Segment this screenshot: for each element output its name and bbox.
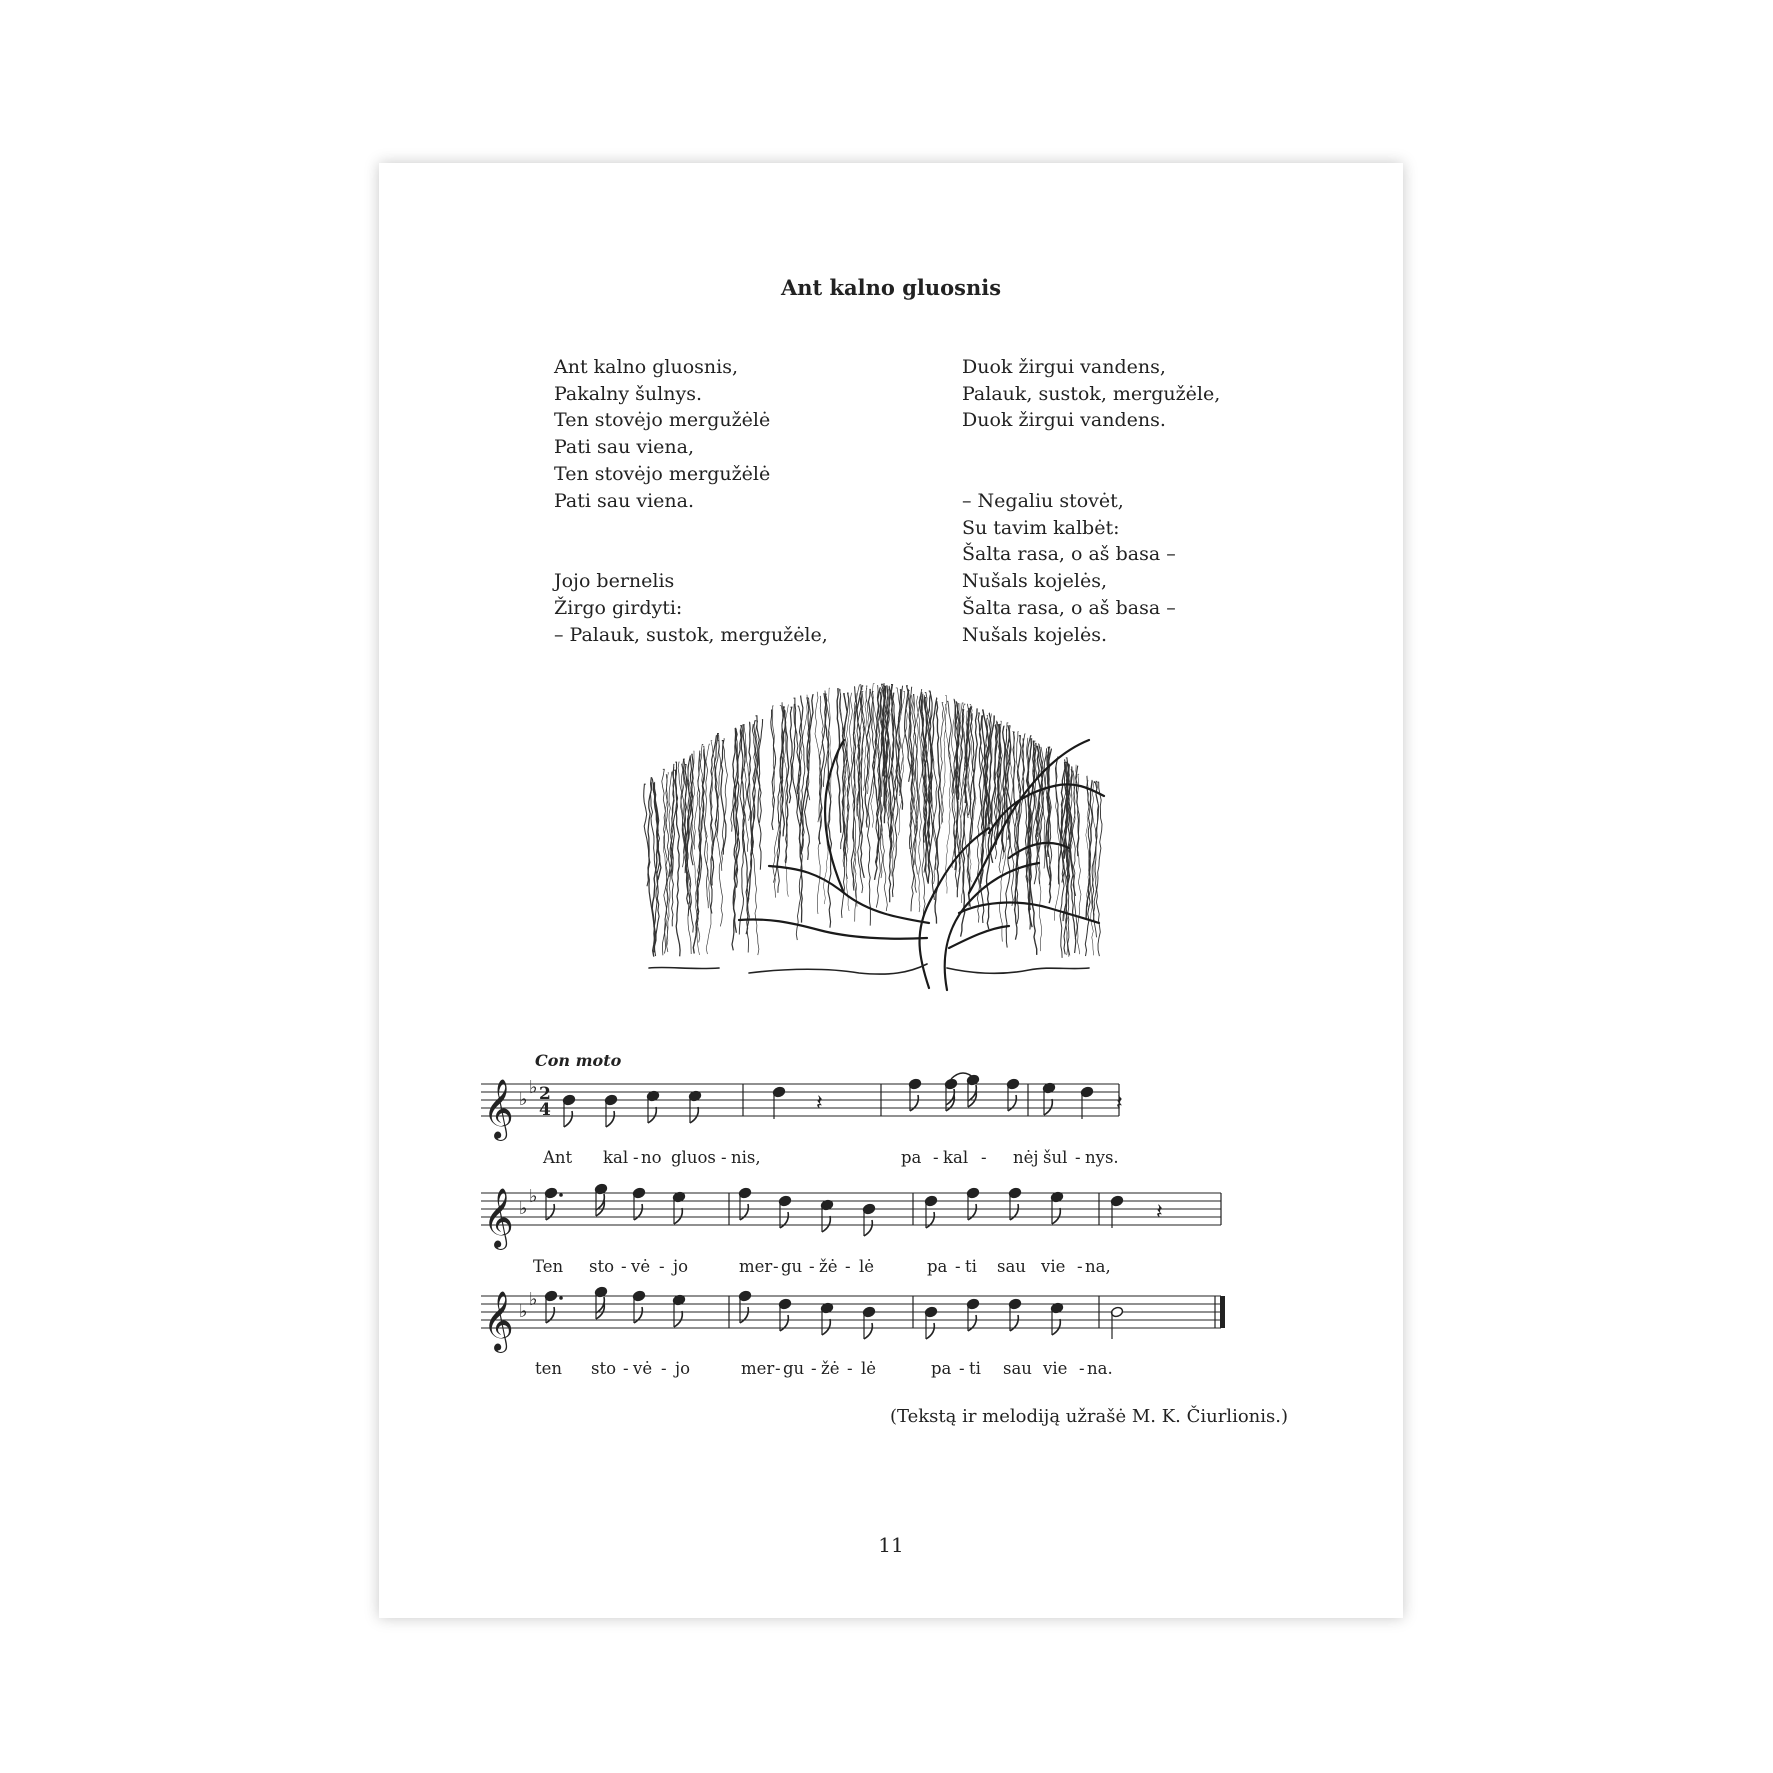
lyric-syllable: Ten	[533, 1257, 564, 1276]
lyrics-left-column	[554, 327, 828, 675]
note-flag	[634, 1307, 642, 1323]
flat-icon: ♭	[519, 1198, 528, 1219]
lyric-syllable: sau	[997, 1257, 1026, 1276]
stanza-3: Duok žirgui vandens, Palauk, sustok, mergužėle, Duok žirgui vandens.	[962, 355, 1221, 432]
lyric-syllable: -	[621, 1257, 627, 1276]
note-flag	[674, 1208, 682, 1224]
lyric-syllable: -	[721, 1148, 727, 1167]
lyric-syllable: -	[633, 1148, 639, 1167]
note-flag	[822, 1216, 830, 1232]
lyric-syllable: -	[847, 1359, 853, 1378]
lyric-syllable: kal	[943, 1148, 969, 1167]
willow-strand	[917, 696, 923, 912]
note-flag	[864, 1323, 872, 1339]
lyric-syllable: nis,	[731, 1148, 761, 1167]
time-signature-bottom: 4	[539, 1100, 551, 1120]
lyric-syllable: sto	[591, 1359, 617, 1378]
treble-clef-icon: 𝄞	[483, 1188, 514, 1248]
note-flag	[674, 1311, 682, 1327]
attribution: (Tekstą ir melodiją užrašė M. K. Čiurlionis.)	[889, 1406, 1288, 1427]
willow-strand	[721, 741, 726, 855]
lyric-syllable: sau	[1003, 1359, 1032, 1378]
stanza-1: Ant kalno gluosnis, Pakalny šulnys. Ten stovėjo mergužėlė Pati sau viena, Ten stovėjo mergužėlė Pati sau viena.	[554, 355, 771, 512]
note-flag	[546, 1307, 554, 1323]
lyric-syllable: pa	[927, 1257, 948, 1276]
lyric-syllable: -	[1079, 1359, 1085, 1378]
lyric-syllable: nėj	[1013, 1148, 1039, 1167]
dot	[559, 1296, 563, 1300]
lyric-syllable: jo	[673, 1257, 689, 1276]
lyric-syllable: gluos	[671, 1148, 716, 1167]
lyric-syllable: -	[845, 1257, 851, 1276]
willow-strand	[940, 703, 943, 823]
lyric-syllable: sto	[589, 1257, 615, 1276]
treble-clef-icon: 𝄞	[483, 1079, 514, 1139]
quarter-rest-icon: 𝄽	[1156, 1200, 1163, 1225]
lyric-syllable: ti	[965, 1257, 977, 1276]
note-flag	[740, 1307, 748, 1323]
lyric-syllable: jo	[675, 1359, 691, 1378]
lyric-syllable: gu	[781, 1257, 803, 1276]
note-flag	[1052, 1319, 1060, 1335]
note-flag	[1008, 1095, 1016, 1111]
lyric-syllable: žė	[821, 1359, 840, 1378]
lyric-syllable: vė	[631, 1257, 651, 1276]
flat-icon: ♭	[519, 1301, 528, 1322]
lyric-syllable: vė	[633, 1359, 653, 1378]
note-flag	[1052, 1208, 1060, 1224]
lyric-syllable: pa	[901, 1148, 922, 1167]
staff-system	[481, 1183, 1221, 1250]
lyric-syllable: na,	[1085, 1257, 1111, 1276]
stanza-2: Jojo bernelis Žirgo girdyti: – Palauk, sustok, mergužėle,	[554, 570, 828, 646]
note-flag	[780, 1212, 788, 1228]
flat-icon: ♭	[519, 1089, 528, 1110]
lyric-syllable: šul	[1043, 1148, 1068, 1167]
lyrics-right-column	[962, 327, 1220, 675]
note-flag	[564, 1111, 572, 1127]
lyric-syllable: ten	[535, 1359, 563, 1378]
time-signature-top: 2	[539, 1084, 551, 1104]
lyric-syllable: -	[955, 1257, 961, 1276]
note-flag	[1010, 1315, 1018, 1331]
lyric-syllable: Ant	[543, 1148, 573, 1167]
lyric-syllable: na.	[1087, 1359, 1113, 1378]
note-flag	[546, 1204, 554, 1220]
lyric-syllable: mer	[741, 1359, 775, 1378]
willow-strand	[815, 692, 821, 914]
willow-strand	[663, 773, 668, 947]
quarter-rest-icon: 𝄽	[816, 1091, 823, 1116]
flat-icon: ♭	[529, 1186, 538, 1207]
lyric-syllable: nys.	[1085, 1148, 1119, 1167]
lyric-syllable: -	[933, 1148, 939, 1167]
willow-strands	[644, 684, 1102, 958]
note-flag	[822, 1319, 830, 1335]
lyric-syllable: -	[1075, 1148, 1081, 1167]
note-flag	[926, 1212, 934, 1228]
ground-lines	[649, 964, 1089, 974]
book-page	[379, 163, 1403, 1618]
note-flag	[606, 1111, 614, 1127]
treble-clef-icon: 𝄞	[483, 1291, 514, 1351]
willow-strand	[789, 707, 792, 803]
willow-strand	[1054, 759, 1059, 921]
note-flag	[740, 1204, 748, 1220]
note-flag	[1044, 1099, 1052, 1115]
note-flag	[864, 1220, 872, 1236]
willow-strand	[1096, 782, 1102, 956]
lyric-syllable: -	[1077, 1257, 1083, 1276]
lyric-syllable: -	[959, 1359, 965, 1378]
music-staves	[481, 1073, 1225, 1353]
staff-system	[481, 1073, 1123, 1141]
lyric-syllable: mer	[739, 1257, 773, 1276]
lyric-syllable: vie	[1041, 1257, 1066, 1276]
note-flag	[780, 1315, 788, 1331]
note-flag	[634, 1204, 642, 1220]
quarter-rest-icon: 𝄽	[1116, 1091, 1123, 1116]
lyric-syllable: žė	[819, 1257, 838, 1276]
final-bar-line	[1220, 1296, 1225, 1328]
willow-strand	[674, 770, 680, 956]
lyric-syllable: kal	[603, 1148, 629, 1167]
flat-icon: ♭	[529, 1289, 538, 1310]
stanza-4: – Negaliu stovėt, Su tavim kalbėt: Šalta rasa, o aš basa – Nušals kojelės, Šalta rasa, o aš basa – Nušals kojelės.	[962, 489, 1176, 646]
sheet-music	[473, 1048, 1303, 1388]
dot	[559, 1193, 563, 1197]
lyric-syllable: -	[809, 1257, 815, 1276]
lyric-syllable: -	[659, 1257, 665, 1276]
lyric-syllable: gu	[783, 1359, 805, 1378]
note-flag	[968, 1204, 976, 1220]
lyric-syllable: vie	[1043, 1359, 1068, 1378]
flat-icon: ♭	[529, 1077, 538, 1098]
lyric-syllable: ti	[969, 1359, 981, 1378]
tempo-marking: Con moto	[535, 1051, 622, 1070]
lyric-syllable: -	[981, 1148, 987, 1167]
lyric-syllable: -	[661, 1359, 667, 1378]
note-flag	[690, 1107, 698, 1123]
lyric-syllable: lė	[859, 1257, 875, 1276]
note-flag	[926, 1323, 934, 1339]
willow-strand	[818, 696, 823, 822]
staff-system	[481, 1286, 1225, 1353]
note-flag	[1010, 1204, 1018, 1220]
note-flag	[968, 1315, 976, 1331]
lyric-syllable: -	[775, 1359, 781, 1378]
lyric-syllable: -	[811, 1359, 817, 1378]
song-title: Ant kalno gluosnis	[780, 275, 1002, 300]
music-lyrics	[533, 1148, 1119, 1378]
willow-tree-illustration	[629, 668, 1139, 998]
page-number: 11	[878, 1533, 904, 1557]
lyric-syllable: -	[623, 1359, 629, 1378]
lyric-syllable: pa	[931, 1359, 952, 1378]
note-flag	[648, 1107, 656, 1123]
lyric-syllable: no	[641, 1148, 662, 1167]
note-flag	[910, 1095, 918, 1111]
lyric-syllable: lė	[861, 1359, 877, 1378]
lyric-syllable: -	[773, 1257, 779, 1276]
